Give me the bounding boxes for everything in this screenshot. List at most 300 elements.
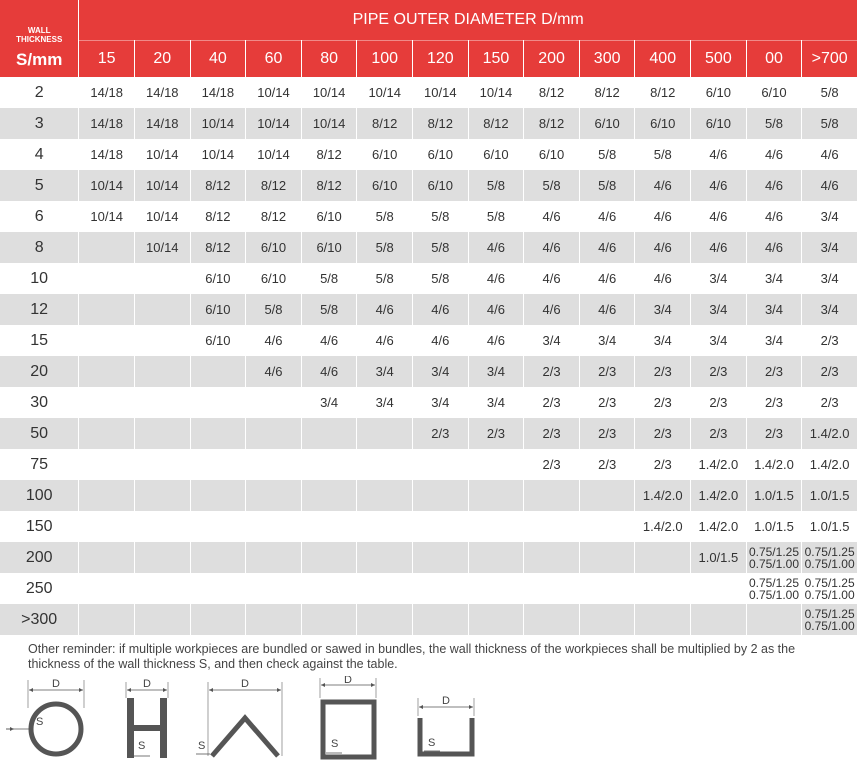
spec-cell: 4/6 [635,201,691,232]
spec-cell: 2/3 [691,387,747,418]
wall-thickness-value: 8 [0,232,79,263]
spec-cell [79,325,135,356]
spec-cell: 8/12 [413,108,469,139]
spec-cell [524,480,580,511]
spec-cell [635,604,691,635]
spec-cell: 8/12 [190,170,246,201]
wall-label: S [198,740,206,752]
spec-cell: 4/6 [468,294,524,325]
table-row [0,449,858,480]
table-row [0,232,858,263]
spec-cell [134,356,190,387]
spec-cell: 8/12 [468,108,524,139]
table-row [0,480,858,511]
wall-thickness-value: 50 [0,418,79,449]
spec-cell: 2/3 [802,387,858,418]
spec-cell [579,511,635,542]
spec-cell [190,356,246,387]
spec-cell [79,232,135,263]
spec-cell: 4/6 [802,139,858,170]
spec-cell: 8/12 [301,139,357,170]
spec-cell: 0.75/1.25 0.75/1.00 [746,542,802,573]
channel-steel-diagram [418,695,474,754]
spec-cell: 1.4/2.0 [691,449,747,480]
table-row [0,573,858,604]
wall-label: S [138,740,146,752]
spec-cell: 10/14 [246,139,302,170]
spec-cell [524,573,580,604]
wall-thickness-value: >300 [0,604,79,635]
spec-cell: 2/3 [524,356,580,387]
spec-cell [134,511,190,542]
wall-thickness-value: 4 [0,139,79,170]
spec-cell: 10/14 [413,77,469,108]
spec-cell: 3/4 [579,325,635,356]
spec-cell: 4/6 [635,232,691,263]
spec-cell: 4/6 [746,232,802,263]
wall-label: S [331,738,339,750]
spec-cell [357,542,413,573]
wall-thickness-value: 10 [0,263,79,294]
table-row [0,139,858,170]
table-row [0,542,858,573]
table-row [0,201,858,232]
spec-cell: 5/8 [246,294,302,325]
spec-cell: 14/18 [79,139,135,170]
diameter-col-header: 40 [190,41,246,78]
spec-cell: 2/3 [746,418,802,449]
spec-cell [579,480,635,511]
spec-cell [134,294,190,325]
spec-cell: 4/6 [246,325,302,356]
spec-cell: 6/10 [301,232,357,263]
spec-cell: 6/10 [190,294,246,325]
spec-cell [468,480,524,511]
spec-cell: 5/8 [357,232,413,263]
table-row [0,387,858,418]
spec-cell [357,511,413,542]
spec-cell: 4/6 [524,201,580,232]
spec-cell: 4/6 [579,294,635,325]
spec-cell: 10/14 [357,77,413,108]
table-row [0,170,858,201]
spec-cell: 3/4 [635,294,691,325]
spec-cell [79,449,135,480]
spec-cell: 4/6 [691,232,747,263]
spec-cell: 4/6 [468,263,524,294]
spec-cell: 14/18 [190,77,246,108]
wall-thickness-value: 15 [0,325,79,356]
spec-cell [357,604,413,635]
spec-cell [246,480,302,511]
spec-cell [134,263,190,294]
spec-cell: 4/6 [691,170,747,201]
spec-cell [468,511,524,542]
spec-cell: 5/8 [413,201,469,232]
spec-cell: 10/14 [134,201,190,232]
spec-cell: 2/3 [635,449,691,480]
spec-cell: 1.4/2.0 [635,511,691,542]
spec-cell: 2/3 [691,356,747,387]
spec-cell [301,511,357,542]
spec-cell: 1.4/2.0 [802,418,858,449]
spec-cell [134,480,190,511]
spec-cell [246,511,302,542]
spec-cell: 14/18 [79,77,135,108]
diameter-col-header: 60 [246,41,302,78]
table-row [0,263,858,294]
spec-cell: 5/8 [357,263,413,294]
profile-diagrams [0,676,860,767]
spec-cell: 2/3 [802,356,858,387]
spec-cell: 4/6 [524,263,580,294]
spec-cell [357,480,413,511]
spec-cell: 5/8 [301,294,357,325]
spec-cell: 6/10 [524,139,580,170]
spec-cell: 5/8 [802,108,858,139]
spec-cell: 3/4 [802,263,858,294]
spec-cell [579,542,635,573]
spec-cell [301,480,357,511]
table-row [0,511,858,542]
spec-cell: 14/18 [134,108,190,139]
spec-cell: 5/8 [746,108,802,139]
spec-cell: 5/8 [579,139,635,170]
spec-cell [246,387,302,418]
spec-cell: 6/10 [413,170,469,201]
spec-cell [246,542,302,573]
spec-cell: 2/3 [468,418,524,449]
diameter-col-header: 300 [579,41,635,78]
wall-label: S [36,716,44,728]
spec-cell: 4/6 [524,232,580,263]
spec-cell: 10/14 [190,139,246,170]
spec-cell: 6/10 [691,108,747,139]
spec-cell: 6/10 [246,263,302,294]
spec-cell: 14/18 [79,108,135,139]
spec-cell: 6/10 [301,201,357,232]
spec-cell: 6/10 [246,232,302,263]
spec-cell: 6/10 [357,139,413,170]
diameter-col-header: 00 [746,41,802,78]
wall-thickness-value: 100 [0,480,79,511]
spec-cell: 6/10 [746,77,802,108]
spec-cell: 3/4 [746,325,802,356]
spec-cell: 8/12 [357,108,413,139]
spec-cell: 10/14 [79,201,135,232]
spec-cell: 3/4 [357,356,413,387]
spec-cell: 6/10 [635,108,691,139]
wall-thickness-value: 6 [0,201,79,232]
spec-cell: 4/6 [357,294,413,325]
wall-thickness-unit: S/mm [16,50,63,69]
spec-cell [413,542,469,573]
spec-cell: 2/3 [746,387,802,418]
spec-cell: 3/4 [413,356,469,387]
spec-cell: 1.0/1.5 [802,511,858,542]
spec-cell [357,418,413,449]
spec-cell: 10/14 [134,232,190,263]
spec-cell [190,511,246,542]
spec-cell [468,604,524,635]
spec-cell: 8/12 [524,77,580,108]
spec-cell [190,573,246,604]
spec-cell [524,604,580,635]
spec-cell [79,573,135,604]
spec-cell [79,542,135,573]
spec-cell: 8/12 [524,108,580,139]
table-row [0,294,858,325]
spec-cell [524,511,580,542]
spec-cell: 0.75/1.25 0.75/1.00 [746,573,802,604]
h-beam-diagram [126,678,168,758]
spec-cell [246,573,302,604]
spec-cell [79,263,135,294]
spec-cell: 3/4 [802,294,858,325]
spec-cell: 2/3 [524,387,580,418]
wall-thickness-value: 200 [0,542,79,573]
spec-cell: 3/4 [802,232,858,263]
spec-cell: 4/6 [468,325,524,356]
diameter-col-header: >700 [802,41,858,78]
spec-cell [468,542,524,573]
spec-cell: 6/10 [413,139,469,170]
spec-cell [635,542,691,573]
spec-cell: 8/12 [579,77,635,108]
spec-cell: 10/14 [301,77,357,108]
spec-cell: 10/14 [134,139,190,170]
spec-cell: 2/3 [635,356,691,387]
wall-thickness-value: 2 [0,77,79,108]
spec-cell: 2/3 [802,325,858,356]
spec-cell: 4/6 [301,356,357,387]
spec-cell: 8/12 [635,77,691,108]
diameter-header-row [0,41,858,78]
spec-cell: 5/8 [413,232,469,263]
table-row [0,356,858,387]
spec-cell: 5/8 [524,170,580,201]
wall-thickness-value: 250 [0,573,79,604]
spec-cell: 1.4/2.0 [691,511,747,542]
spec-cell [468,573,524,604]
spec-cell [79,294,135,325]
spec-cell: 2/3 [635,418,691,449]
diameter-label: D [442,695,450,707]
spec-cell: 6/10 [691,77,747,108]
spec-cell [468,449,524,480]
spec-cell: 4/6 [357,325,413,356]
spec-cell [746,604,802,635]
spec-cell [190,449,246,480]
spec-cell: 4/6 [413,325,469,356]
spec-cell: 1.4/2.0 [635,480,691,511]
spec-cell: 2/3 [579,449,635,480]
spec-cell: 4/6 [746,139,802,170]
spec-cell: 4/6 [691,139,747,170]
spec-cell: 1.0/1.5 [802,480,858,511]
spec-cell [635,573,691,604]
wall-thickness-value: 12 [0,294,79,325]
spec-cell [190,480,246,511]
wall-thickness-value: 150 [0,511,79,542]
spec-cell: 4/6 [413,294,469,325]
spec-cell: 3/4 [746,263,802,294]
spec-cell: 10/14 [134,170,190,201]
wall-thickness-header [0,0,79,77]
spec-cell [190,418,246,449]
spec-cell: 10/14 [301,108,357,139]
spec-cell: 10/14 [246,77,302,108]
spec-cell: 0.75/1.25 0.75/1.00 [802,542,858,573]
spec-cell: 2/3 [413,418,469,449]
spec-cell: 4/6 [579,232,635,263]
spec-cell: 3/4 [301,387,357,418]
spec-cell [301,573,357,604]
spec-cell [190,604,246,635]
spec-cell [413,480,469,511]
spec-cell [79,356,135,387]
spec-cell: 5/8 [635,139,691,170]
wall-thickness-value: 5 [0,170,79,201]
spec-cell: 8/12 [190,201,246,232]
diameter-col-header: 100 [357,41,413,78]
square-tube-diagram [320,676,376,757]
spec-cell: 0.75/1.25 0.75/1.00 [802,573,858,604]
spec-cell: 5/8 [357,201,413,232]
spec-cell: 5/8 [802,77,858,108]
spec-cell [134,387,190,418]
wall-thickness-value: 20 [0,356,79,387]
spec-cell: 1.0/1.5 [746,511,802,542]
diameter-col-header: 120 [413,41,469,78]
diameter-label: D [241,678,249,690]
diameter-col-header: 80 [301,41,357,78]
spec-cell: 5/8 [468,201,524,232]
spec-cell [79,418,135,449]
spec-cell: 3/4 [468,387,524,418]
spec-cell [357,573,413,604]
spec-cell [691,604,747,635]
spec-cell [190,542,246,573]
spec-cell: 8/12 [246,201,302,232]
spec-cell [357,449,413,480]
spec-cell [524,542,580,573]
spec-cell: 2/3 [579,387,635,418]
spec-cell: 6/10 [357,170,413,201]
spec-cell: 6/10 [190,325,246,356]
spec-cell [79,511,135,542]
spec-cell [134,573,190,604]
spec-cell: 6/10 [190,263,246,294]
diameter-label: D [52,678,60,690]
spec-cell [301,418,357,449]
spec-cell: 6/10 [579,108,635,139]
table-body [0,77,858,635]
spec-cell [413,511,469,542]
spec-cell: 2/3 [579,418,635,449]
spec-cell: 8/12 [301,170,357,201]
spec-cell [190,387,246,418]
spec-cell: 4/6 [746,170,802,201]
spec-cell: 3/4 [524,325,580,356]
spec-cell [79,387,135,418]
spec-cell: 4/6 [635,170,691,201]
spec-cell: 3/4 [802,201,858,232]
spec-cell [579,604,635,635]
spec-cell [301,542,357,573]
spec-cell: 2/3 [635,387,691,418]
spec-cell: 5/8 [468,170,524,201]
spec-cell [79,604,135,635]
table-row [0,325,858,356]
table-row [0,108,858,139]
spec-cell [134,325,190,356]
diameter-col-header: 15 [79,41,135,78]
spec-cell: 3/4 [635,325,691,356]
spec-cell: 10/14 [190,108,246,139]
wall-thickness-value: 30 [0,387,79,418]
diameter-label: D [344,676,352,686]
wall-label: S [428,737,436,749]
spec-cell: 6/10 [468,139,524,170]
spec-cell: 4/6 [579,201,635,232]
wall-thickness-label: WALL THICKNESS [16,26,63,44]
spec-cell: 0.75/1.25 0.75/1.00 [802,604,858,635]
spec-cell: 1.4/2.0 [691,480,747,511]
angle-steel-diagram [196,678,282,756]
spec-cell: 1.4/2.0 [746,449,802,480]
spec-cell: 4/6 [301,325,357,356]
spec-cell: 4/6 [246,356,302,387]
spec-cell: 2/3 [524,418,580,449]
spec-cell: 1.0/1.5 [746,480,802,511]
spec-cell [134,449,190,480]
spec-cell: 3/4 [691,294,747,325]
table-row [0,418,858,449]
diameter-col-header: 500 [691,41,747,78]
diameter-label: D [143,678,151,690]
spec-cell: 5/8 [579,170,635,201]
diameter-header-title: PIPE OUTER DIAMETER D/mm [79,0,858,41]
spec-cell: 4/6 [746,201,802,232]
spec-cell [134,542,190,573]
spec-cell: 4/6 [691,201,747,232]
spec-cell: 8/12 [190,232,246,263]
spec-cell [301,604,357,635]
spec-cell: 8/12 [246,170,302,201]
spec-cell: 10/14 [468,77,524,108]
spec-cell: 3/4 [691,263,747,294]
spec-cell [301,449,357,480]
wall-thickness-value: 3 [0,108,79,139]
diameter-col-header: 200 [524,41,580,78]
diameter-col-header: 20 [134,41,190,78]
spec-cell: 3/4 [468,356,524,387]
spec-cell: 4/6 [802,170,858,201]
spec-cell [413,604,469,635]
spec-cell: 2/3 [524,449,580,480]
spec-cell: 2/3 [746,356,802,387]
round-pipe-diagram [6,678,84,754]
spec-cell: 14/18 [134,77,190,108]
table-row [0,77,858,108]
spec-cell [691,573,747,604]
spec-cell: 4/6 [579,263,635,294]
spec-cell [134,418,190,449]
diameter-col-header: 400 [635,41,691,78]
spec-cell: 10/14 [246,108,302,139]
spec-cell: 3/4 [357,387,413,418]
